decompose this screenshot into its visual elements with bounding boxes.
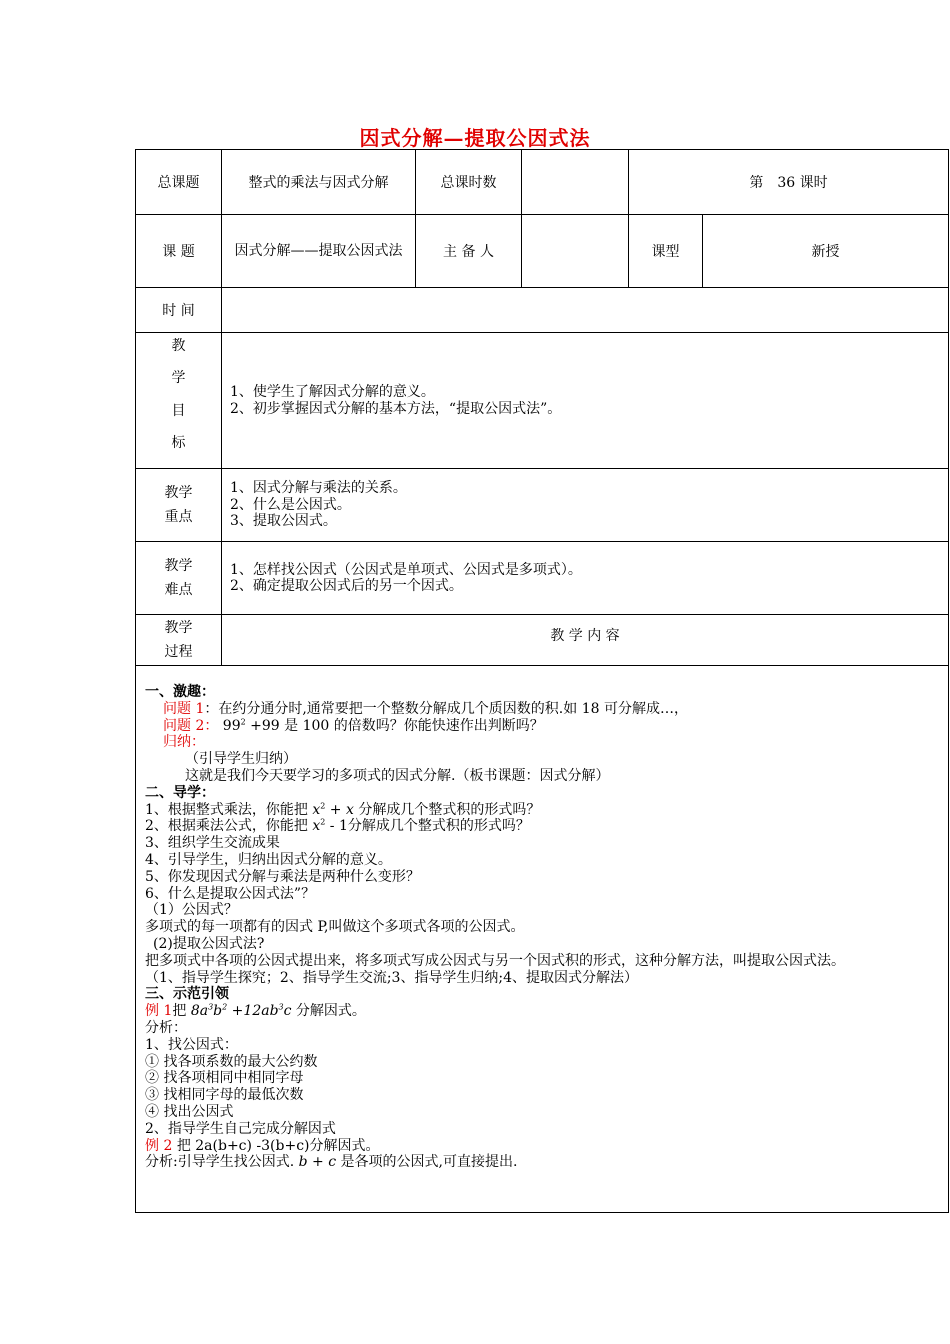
guide-item: 5、你发现因式分解与乘法是两种什么变形？ bbox=[145, 868, 420, 885]
label-line: 教学 bbox=[164, 620, 193, 636]
text: 2、根据乘法公式，你能把 bbox=[145, 818, 313, 835]
section-heading: 三、示范引领 bbox=[145, 986, 229, 1003]
value-preparer bbox=[522, 215, 628, 287]
text: 是各项的公因式,可直接提出. bbox=[336, 1154, 518, 1171]
label-process bbox=[136, 615, 221, 665]
summary-tag: 归纳： bbox=[163, 734, 205, 751]
label-key-points bbox=[136, 469, 221, 541]
label-char: 目 bbox=[171, 402, 186, 419]
example-2-analysis bbox=[145, 1154, 945, 1171]
label-time: 时 间 bbox=[162, 303, 195, 319]
key-point-line: 1、因式分解与乘法的关系。 bbox=[230, 480, 407, 497]
text: 分解成几个整式积的形式吗？ bbox=[347, 818, 530, 835]
table-line bbox=[948, 149, 949, 1213]
label-objectives bbox=[136, 333, 221, 468]
guide-subitem: (2)提取公因式法? bbox=[153, 935, 265, 952]
value-lesson-type: 新授 bbox=[811, 244, 840, 260]
analysis-substep: ③ 找相同字母的最低次数 bbox=[145, 1087, 304, 1104]
text: 把 2a(b+c) -3(b+c)分解因式。 bbox=[176, 1137, 380, 1154]
question-2 bbox=[145, 718, 945, 735]
section-heading: 一、激趣： bbox=[145, 684, 215, 700]
math: - 1 bbox=[325, 818, 348, 835]
analysis-substep: ① 找各项系数的最大公约数 bbox=[145, 1053, 318, 1070]
teaching-content-header: 教 学 内 容 bbox=[550, 628, 620, 644]
value-total-periods bbox=[522, 150, 628, 214]
label-lesson: 课 题 bbox=[162, 244, 195, 260]
label-line: 难点 bbox=[164, 582, 193, 598]
objective-line: 2、初步掌握因式分解的基本方法，“提取公因式法”。 bbox=[230, 400, 562, 417]
table-line bbox=[135, 665, 949, 666]
text: 1、根据整式乘法，你能把 bbox=[145, 801, 313, 818]
difficulty-line: 2、确定提取公因式后的另一个因式。 bbox=[230, 578, 463, 594]
question-text: ：在约分通分时,通常要把一个整数分解成几个质因数的积.如 18 可分解成…， bbox=[204, 700, 688, 717]
lesson-body bbox=[145, 684, 945, 1171]
analysis-label: 分析： bbox=[145, 1019, 187, 1036]
analysis-step: 1、找公因式： bbox=[145, 1036, 238, 1053]
superscript: 2 bbox=[320, 817, 326, 827]
label-char: 标 bbox=[171, 434, 186, 451]
analysis-substep: ④ 找出公因式 bbox=[145, 1103, 234, 1120]
example-2 bbox=[145, 1138, 945, 1155]
key-point-line: 3、提取公因式。 bbox=[230, 513, 337, 530]
key-point-line: 2、什么是公因式。 bbox=[230, 496, 351, 513]
question-text: 99 bbox=[218, 717, 241, 734]
guide-item bbox=[145, 818, 945, 835]
label-line: 过程 bbox=[164, 644, 193, 660]
label-char: 教 bbox=[171, 338, 186, 354]
text: 分解因式。 bbox=[291, 1003, 366, 1020]
value-period: 第 36 课时 bbox=[749, 175, 828, 191]
label-line: 重点 bbox=[164, 509, 193, 525]
value-topic: 整式的乘法与因式分解 bbox=[248, 175, 389, 191]
definition: 多项式的每一项都有的因式 P,叫做这个多项式各项的公因式。 bbox=[145, 919, 525, 936]
guide-note: （1、指导学生探究；2、指导学生交流;3、指导学生归纳;4、提取因式分解法） bbox=[145, 969, 639, 986]
objectives-content bbox=[222, 333, 948, 468]
guide-subitem: （1）公因式？ bbox=[145, 902, 238, 919]
summary-line: 这就是我们今天要学习的多项式的因式分解.（板书课题：因式分解） bbox=[185, 767, 610, 784]
analysis-substep: ② 找各项相同中相同字母 bbox=[145, 1070, 304, 1087]
label-line: 教学 bbox=[164, 485, 193, 501]
text: 把 bbox=[172, 1003, 191, 1020]
table-line bbox=[135, 1212, 949, 1213]
label-char: 学 bbox=[171, 370, 186, 387]
math: b + c bbox=[298, 1154, 337, 1171]
key-points-content bbox=[222, 469, 948, 541]
summary-line: （引导学生归纳） bbox=[185, 751, 297, 768]
value-time bbox=[222, 288, 948, 332]
question-1 bbox=[145, 701, 945, 718]
superscript: 2 bbox=[240, 716, 246, 726]
math: + x bbox=[325, 801, 354, 818]
math: x bbox=[312, 801, 321, 818]
question-tag: 问题 1 bbox=[163, 700, 205, 717]
value-lesson: 因式分解——提取公因式法 bbox=[234, 243, 403, 259]
label-difficulties bbox=[136, 542, 221, 614]
label-line: 教学 bbox=[164, 558, 193, 574]
example-1 bbox=[145, 1003, 945, 1020]
math: x bbox=[312, 818, 321, 835]
question-text: +99 是 100 的倍数吗？你能快速作出判断吗？ bbox=[245, 717, 544, 734]
page-title: 因式分解—提取公因式法 bbox=[359, 126, 591, 150]
definition: 把多项式中各项的公因式提出来，将多项式写成公因式与另一个因式积的形式，这种分解方法，叫提取公因式法。 bbox=[145, 952, 845, 969]
question-tag: 问题 2： bbox=[163, 717, 219, 734]
objective-line: 1、使学生了解因式分解的意义。 bbox=[230, 384, 435, 400]
text: 分解成几个整式积的形式吗？ bbox=[353, 801, 541, 818]
superscript: 2 bbox=[320, 800, 326, 810]
section-heading: 二、导学： bbox=[145, 784, 215, 801]
guide-item bbox=[145, 802, 945, 819]
label-topic: 总课题 bbox=[157, 175, 200, 191]
math-expression: $8a^3b^2 +12ab^3c$ bbox=[190, 1002, 292, 1020]
difficulties-content bbox=[222, 542, 948, 614]
text: 分析:引导学生找公因式. bbox=[145, 1154, 299, 1171]
difficulty-line: 1、怎样找公因式（公因式是单项式、公因式是多项式）。 bbox=[230, 561, 582, 578]
label-total-periods: 总课时数 bbox=[440, 175, 497, 191]
example-tag: 例 1 bbox=[145, 1003, 173, 1020]
guide-item: 3、组织学生交流成果 bbox=[145, 835, 280, 852]
label-lesson-type: 课型 bbox=[651, 244, 680, 260]
guide-item: 6、什么是提取公因式法”？ bbox=[145, 885, 316, 902]
guide-item: 4、引导学生，归纳出因式分解的意义。 bbox=[145, 851, 392, 868]
example-tag: 例 2 bbox=[145, 1137, 173, 1154]
analysis-step: 2、指导学生自己完成分解因式 bbox=[145, 1120, 336, 1137]
label-preparer: 主 备 人 bbox=[443, 244, 494, 260]
